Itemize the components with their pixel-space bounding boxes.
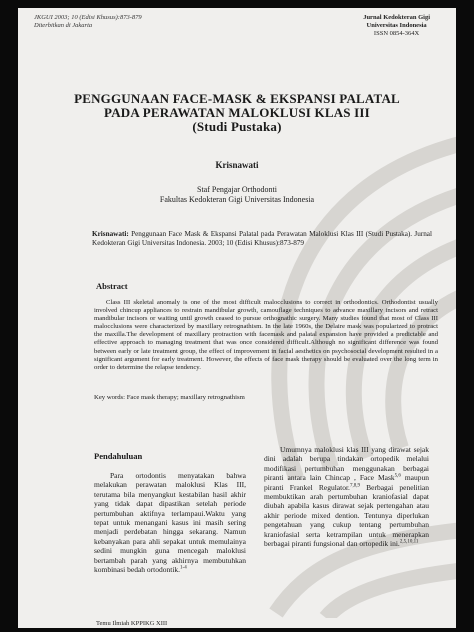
- right-column-text: [264, 445, 429, 548]
- author-name: Krisnawati: [215, 160, 259, 170]
- affiliation-line-2: Fakultas Kedokteran Gigi Universitas Indonesia: [159, 195, 315, 204]
- issn: ISSN 0854-364X: [373, 30, 420, 37]
- citation-author: Krisnawati:: [92, 230, 129, 238]
- university-name: Universitas Indonesia: [366, 22, 427, 29]
- journal-name: Jurnal Kedokteran Gigi: [363, 14, 430, 21]
- abstract-body: Class III skeletal anomaly is one of the most difficult malocclusions to correct in orthodontics. Orthodontist usually involved chincup appliances to restrain mandibular growth, camouflage techniques to advance maxillary incisors and retract mandibular incisors or waiting until growth ceased to pursue orthognathic surgery. Many studies found that most of Class III malocclusions were characterized by maxillary retrognathism. In the late 1960s, the Delaire mask was popularized to protract the maxilla.The development of maxillary protraction with facemask and palatal expansion have provided a predictable and effective approach to managing treatment that was once considered difficult.Although no significant difference was found between early or late treatment group, the effect of improvement in facial aesthetics on psychosocial development resulted in a significant argument for early treatment. However, the effects of face mask therapy should be evaluated over the long term in order to determine the relapse tendency.: [94, 299, 438, 371]
- right-column-body-a: Umumnya maloklusi klas III yang dirawat sejak dini adalah berupa tindakan ortopedik melalui modifikasi pertumbuhan menggunakan berbagai piranti antara lain Chincap , Face Mask: [264, 445, 429, 483]
- right-column-body-b: maupun piranti Frankel Regulator.: [264, 473, 429, 492]
- journal-citation-header: [34, 14, 142, 30]
- right-column-body-c: Berbagai penelitian membuktikan arah pertumbuhan kraniofasial dapat diubah apabila kasus dirawat sejak pertengahan atau akhir periode mixed dention. Tentunya diperlukan pengetahuan yang cukup tentang pertumbuhan kraniofasial serta ketrampilan untuk menerapkan berbagai piranti fungsional dan ortopedik ini.: [264, 482, 429, 549]
- journal-name-header: [363, 14, 430, 38]
- affiliation-line-1: Staf Pengajar Orthodonti: [197, 185, 277, 194]
- title-line-1: PENGGUNAAN FACE-MASK & EKSPANSI PALATAL: [74, 91, 400, 106]
- section-heading: Pendahuluan: [94, 451, 143, 461]
- page-footer: Temu Ilmiah KPPIKG XIII: [96, 620, 168, 627]
- title-line-3: (Studi Pustaka): [192, 119, 282, 134]
- title-line-2: PADA PERAWATAN MALOKLUSI KLAS III: [104, 105, 370, 120]
- left-column-text: [94, 471, 246, 574]
- right-column-ref-a: 5,6: [394, 473, 401, 479]
- publication-location: Diterbitkan di Jakarta: [34, 22, 93, 29]
- paper-title: [18, 92, 456, 134]
- citation-block: [92, 230, 432, 248]
- right-column-ref-b: 7,8,9: [349, 483, 360, 489]
- left-column-body: Para ortodontis menyatakan bahwa melakukan perawatan maloklusi Klas III, terutama bila menyangkut kestabilan hasil akhir yang tidak dapat dipastikan setelah periode pertumbuhan aktifnya terlampaui.Waktu yang tepat untuk menangani kasus ini masih sering menjadi perdebatan hingga sekarang. Namun kebanyakan para ahli sepakat untuk memulainya sedini mungkin guna mencegah maloklusi bertambah parah yang akhirnya membutuhkan kombinasi bedah ortodontik.: [94, 471, 246, 575]
- journal-volume: JKGUI 2003; 10 (Edisi Khusus):873-879: [34, 14, 142, 21]
- keywords: Key words: Face mask therapy; maxillary retrognathism: [94, 394, 245, 401]
- abstract-heading: Abstract: [96, 281, 128, 291]
- right-column-ref-c: 2,5,10,11: [399, 539, 419, 545]
- affiliation: [18, 185, 456, 205]
- journal-page: [18, 8, 456, 628]
- citation-text: Penggunaan Face Mask & Ekspansi Palatal pada Perawatan Maloklusi Klas III (Studi Pustaka). Jurnal Kedokteran Gigi Universitas Indonesia. 2003; 10 (Edisi Khusus):873-879: [92, 230, 432, 247]
- left-column-ref: 1-4: [180, 565, 187, 571]
